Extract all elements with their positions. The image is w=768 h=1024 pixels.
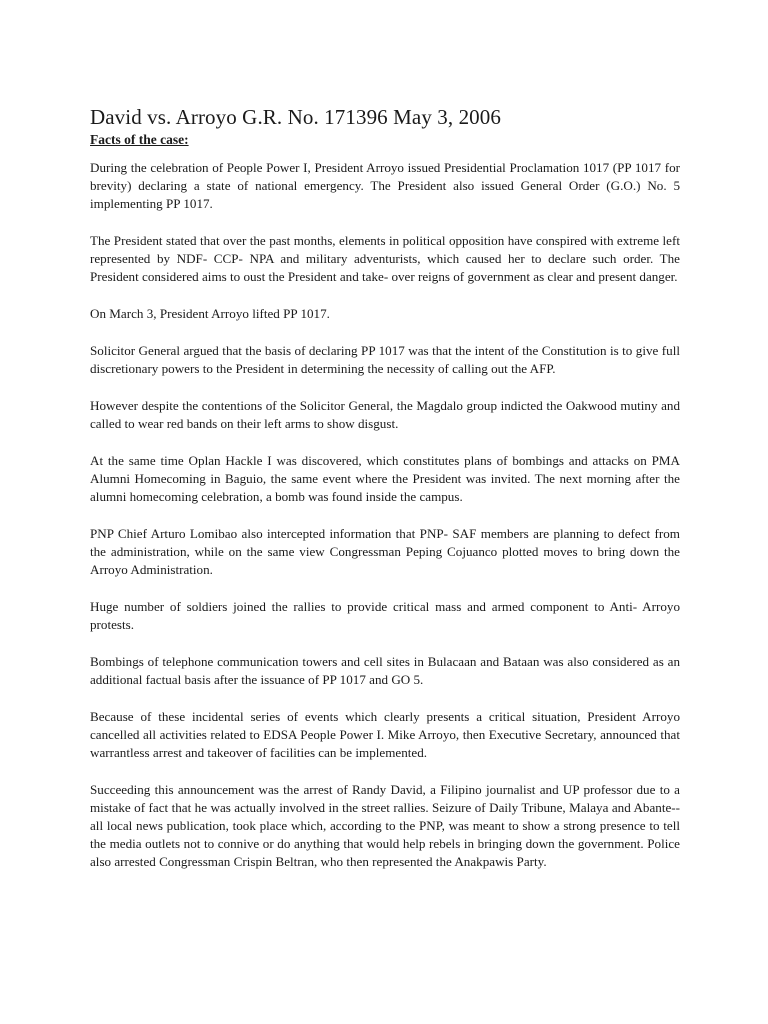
paragraph: However despite the contentions of the Solicitor General, the Magdalo group indicted the Oakwood mutiny and called to wear red bands on their left arms to show disgust. xyxy=(90,398,680,431)
document-title: David vs. Arroyo G.R. No. 171396 May 3, 2006 xyxy=(90,105,501,129)
document-body xyxy=(90,159,680,871)
paragraph: On March 3, President Arroyo lifted PP 1017. xyxy=(90,306,330,321)
section-heading-facts: Facts of the case: xyxy=(90,132,189,147)
paragraph: At the same time Oplan Hackle I was discovered, which constitutes plans of bombings and attacks on PMA Alumni Homecoming in Baguio, the same event where the President was invited. The next morning after the alumni homecoming celebration, a bomb was found inside the campus. xyxy=(90,453,680,504)
paragraph: Because of these incidental series of events which clearly presents a critical situation, President Arroyo cancelled all activities related to EDSA People Power I. Mike Arroyo, then Executive Secretary, announced that warrantless arrest and takeover of facilities can be implemented. xyxy=(90,709,680,760)
paragraph: The President stated that over the past months, elements in political opposition have conspired with extreme left represented by NDF- CCP- NPA and military adventurists, which caused her to declare such order. The President considered aims to oust the President and take- over reigns of government as clear and present danger. xyxy=(90,233,680,284)
paragraph: Solicitor General argued that the basis of declaring PP 1017 was that the intent of the Constitution is to give full discretionary powers to the President in determining the necessity of calling out the AFP. xyxy=(90,343,680,376)
document-page xyxy=(90,104,680,890)
paragraph: Succeeding this announcement was the arrest of Randy David, a Filipino journalist and UP professor due to a mistake of fact that he was actually involved in the street rallies. Seizure of Daily Tribune, Malaya and Abante-- all local news publication, took place which, according to the PNP, was meant to show a strong presence to tell the media outlets not to connive or do anything that would help rebels in bringing down the government. Police also arrested Congressman Crispin Beltran, who then represented the Anakpawis Party. xyxy=(90,782,680,869)
paragraph: PNP Chief Arturo Lomibao also intercepted information that PNP- SAF members are planning to defect from the administration, while on the same view Congressman Peping Cojuanco plotted moves to bring down the Arroyo Administration. xyxy=(90,526,680,577)
paragraph: Huge number of soldiers joined the rallies to provide critical mass and armed component to Anti- Arroyo protests. xyxy=(90,599,680,632)
paragraph: During the celebration of People Power I, President Arroyo issued Presidential Proclamation 1017 (PP 1017 for brevity) declaring a state of national emergency. The President also issued General Order (G.O.) No. 5 implementing PP 1017. xyxy=(90,160,680,211)
paragraph: Bombings of telephone communication towers and cell sites in Bulacaan and Bataan was also considered as an additional factual basis after the issuance of PP 1017 and GO 5. xyxy=(90,654,680,687)
